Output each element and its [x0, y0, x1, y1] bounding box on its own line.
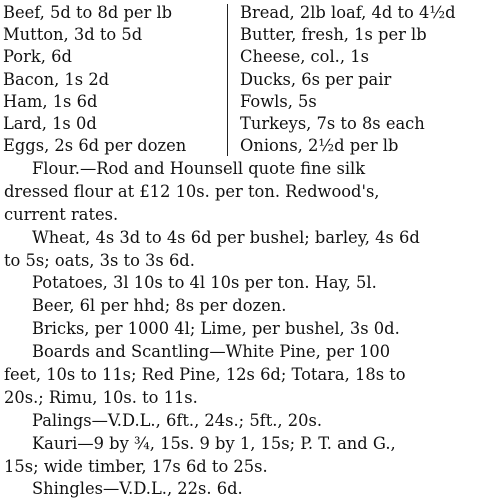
- kauri-paragraph-line-1: Kauri—9 by ¾, 15s. 9 by 1, 15s; P. T. and G.,: [32, 433, 396, 453]
- price-item-lard: Lard, 1s 0d: [3, 113, 97, 133]
- flour-paragraph-line-1: Flour.—Rod and Hounsell quote fine silk: [32, 159, 366, 178]
- column-divider: [227, 4, 228, 156]
- price-item-cheese: Cheese, col., 1s: [240, 47, 369, 67]
- market-report: [4, 158, 478, 501]
- price-list: [3, 2, 479, 160]
- price-item-mutton: Mutton, 3d to 5d: [3, 25, 143, 45]
- potatoes-paragraph: Potatoes, 3l 10s to 4l 10s per ton. Hay, 5l.: [32, 273, 377, 293]
- kauri-paragraph-line-2: 15s; wide timber, 17s 6d to 25s.: [4, 456, 268, 476]
- price-item-bacon: Bacon, 1s 2d: [3, 69, 110, 89]
- wheat-paragraph-line-2: to 5s; oats, 3s to 3s 6d.: [4, 250, 195, 270]
- price-item-pork: Pork, 6d: [3, 47, 72, 67]
- price-list-right-column: [240, 2, 480, 157]
- price-item-ducks: Ducks, 6s per pair: [240, 69, 392, 89]
- wheat-paragraph-line-1: Wheat, 4s 3d to 4s 6d per bushel; barley, 4s 6d: [32, 227, 420, 247]
- bricks-paragraph: Bricks, per 1000 4l; Lime, per bushel, 3s 0d.: [32, 319, 400, 339]
- boards-paragraph-line-3: 20s.; Rimu, 10s. to 11s.: [4, 387, 198, 407]
- price-item-bread: Bread, 2lb loaf, 4d to 4½d: [240, 3, 456, 22]
- price-item-butter: Butter, fresh, 1s per lb: [240, 25, 427, 45]
- price-list-left-column: [3, 2, 223, 157]
- price-item-ham: Ham, 1s 6d: [3, 91, 98, 111]
- palings-paragraph: Palings—V.D.L., 6ft., 24s.; 5ft., 20s.: [32, 410, 323, 430]
- shingles-paragraph: Shingles—V.D.L., 22s. 6d.: [32, 479, 243, 499]
- beer-paragraph: Beer, 6l per hhd; 8s per dozen.: [32, 296, 287, 316]
- price-item-beef: Beef, 5d to 8d per lb: [3, 3, 173, 22]
- price-item-onions: Onions, 2½d per lb: [240, 136, 399, 156]
- boards-paragraph-line-2: feet, 10s to 11s; Red Pine, 12s 6d; Totara, 18s to: [4, 365, 406, 385]
- flour-paragraph-line-3: current rates.: [4, 204, 119, 224]
- flour-paragraph-line-2: dressed flour at £12 10s. per ton. Redwood's,: [4, 181, 380, 201]
- price-item-eggs: Eggs, 2s 6d per dozen: [3, 136, 187, 156]
- boards-paragraph-line-1: Boards and Scantling—White Pine, per 100: [32, 342, 391, 362]
- price-item-fowls: Fowls, 5s: [240, 91, 317, 111]
- price-item-turkeys: Turkeys, 7s to 8s each: [240, 113, 425, 133]
